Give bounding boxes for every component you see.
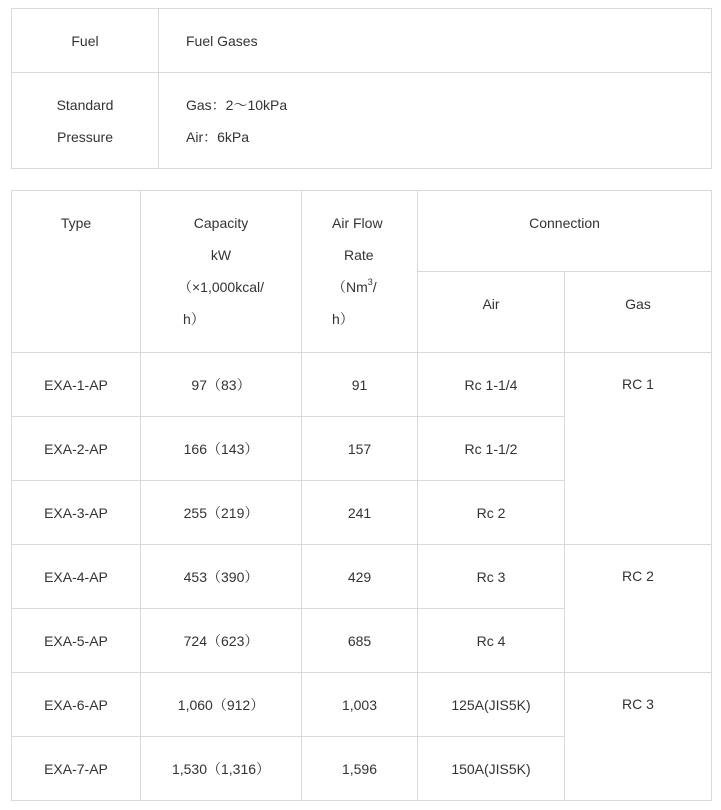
fuel-value: Fuel Gases <box>159 9 712 73</box>
cell-air: Rc 4 <box>418 609 565 673</box>
header-air: Air <box>418 272 565 353</box>
pressure-gas: Gas：2～10kPa <box>186 96 288 113</box>
cell-type: EXA-6-AP <box>12 673 141 737</box>
cell-capacity: 166（143） <box>141 417 302 481</box>
airflow-unit-sup: 3 <box>367 277 373 288</box>
cell-air: Rc 1-1/4 <box>418 353 565 417</box>
header-gas: Gas <box>565 272 712 353</box>
header-airflow <box>302 191 418 353</box>
pressure-label-line2: Pressure <box>56 128 114 145</box>
cell-capacity: 724（623） <box>141 609 302 673</box>
cell-capacity: 453（390） <box>141 545 302 609</box>
cell-gas: RC 1 <box>565 353 712 545</box>
header-connection: Connection <box>418 191 712 272</box>
cell-type: EXA-5-AP <box>12 609 141 673</box>
header-capacity-line1: Capacity <box>193 215 249 231</box>
cell-capacity: 97（83） <box>141 353 302 417</box>
airflow-unit-post: / <box>372 279 377 295</box>
cell-type: EXA-7-AP <box>12 737 141 801</box>
header-capacity-line3: （×1,000kcal/ <box>178 279 264 295</box>
cell-type: EXA-4-AP <box>12 545 141 609</box>
cell-capacity: 255（219） <box>141 481 302 545</box>
header-capacity <box>141 191 302 353</box>
header-airflow-line3 <box>332 271 417 303</box>
header-airflow-line1: Air Flow <box>332 215 383 231</box>
fuel-label: Fuel <box>12 9 159 73</box>
header-type: Type <box>12 191 141 353</box>
header-airflow-line4: h） <box>332 311 354 327</box>
cell-type: EXA-3-AP <box>12 481 141 545</box>
cell-airflow: 685 <box>302 609 418 673</box>
cell-type: EXA-1-AP <box>12 353 141 417</box>
pressure-label <box>12 73 159 169</box>
cell-air: Rc 3 <box>418 545 565 609</box>
cell-air: Rc 1-1/2 <box>418 417 565 481</box>
cell-airflow: 429 <box>302 545 418 609</box>
cell-gas: RC 3 <box>565 673 712 801</box>
cell-airflow: 1,003 <box>302 673 418 737</box>
cell-airflow: 1,596 <box>302 737 418 801</box>
spec-row-fuel <box>12 9 712 73</box>
cell-air: 150A(JIS5K) <box>418 737 565 801</box>
airflow-unit-pre: （Nm <box>332 279 368 295</box>
table-row <box>12 673 712 737</box>
product-table <box>11 190 712 801</box>
pressure-value <box>159 73 712 169</box>
cell-capacity: 1,530（1,316） <box>141 737 302 801</box>
table-row <box>12 353 712 417</box>
header-airflow-line2: Rate <box>344 247 374 263</box>
cell-type: EXA-2-AP <box>12 417 141 481</box>
cell-air: Rc 2 <box>418 481 565 545</box>
cell-capacity: 1,060（912） <box>141 673 302 737</box>
cell-air: 125A(JIS5K) <box>418 673 565 737</box>
header-capacity-line2: kW <box>210 247 232 263</box>
cell-airflow: 91 <box>302 353 418 417</box>
header-row <box>12 191 712 272</box>
cell-airflow: 157 <box>302 417 418 481</box>
pressure-label-line1: Standard <box>56 96 114 113</box>
header-capacity-line4: h） <box>183 311 205 327</box>
spec-row-pressure <box>12 73 712 169</box>
spec-table <box>11 8 712 169</box>
cell-airflow: 241 <box>302 481 418 545</box>
table-row <box>12 545 712 609</box>
pressure-air: Air：6kPa <box>186 128 250 145</box>
cell-gas: RC 2 <box>565 545 712 673</box>
